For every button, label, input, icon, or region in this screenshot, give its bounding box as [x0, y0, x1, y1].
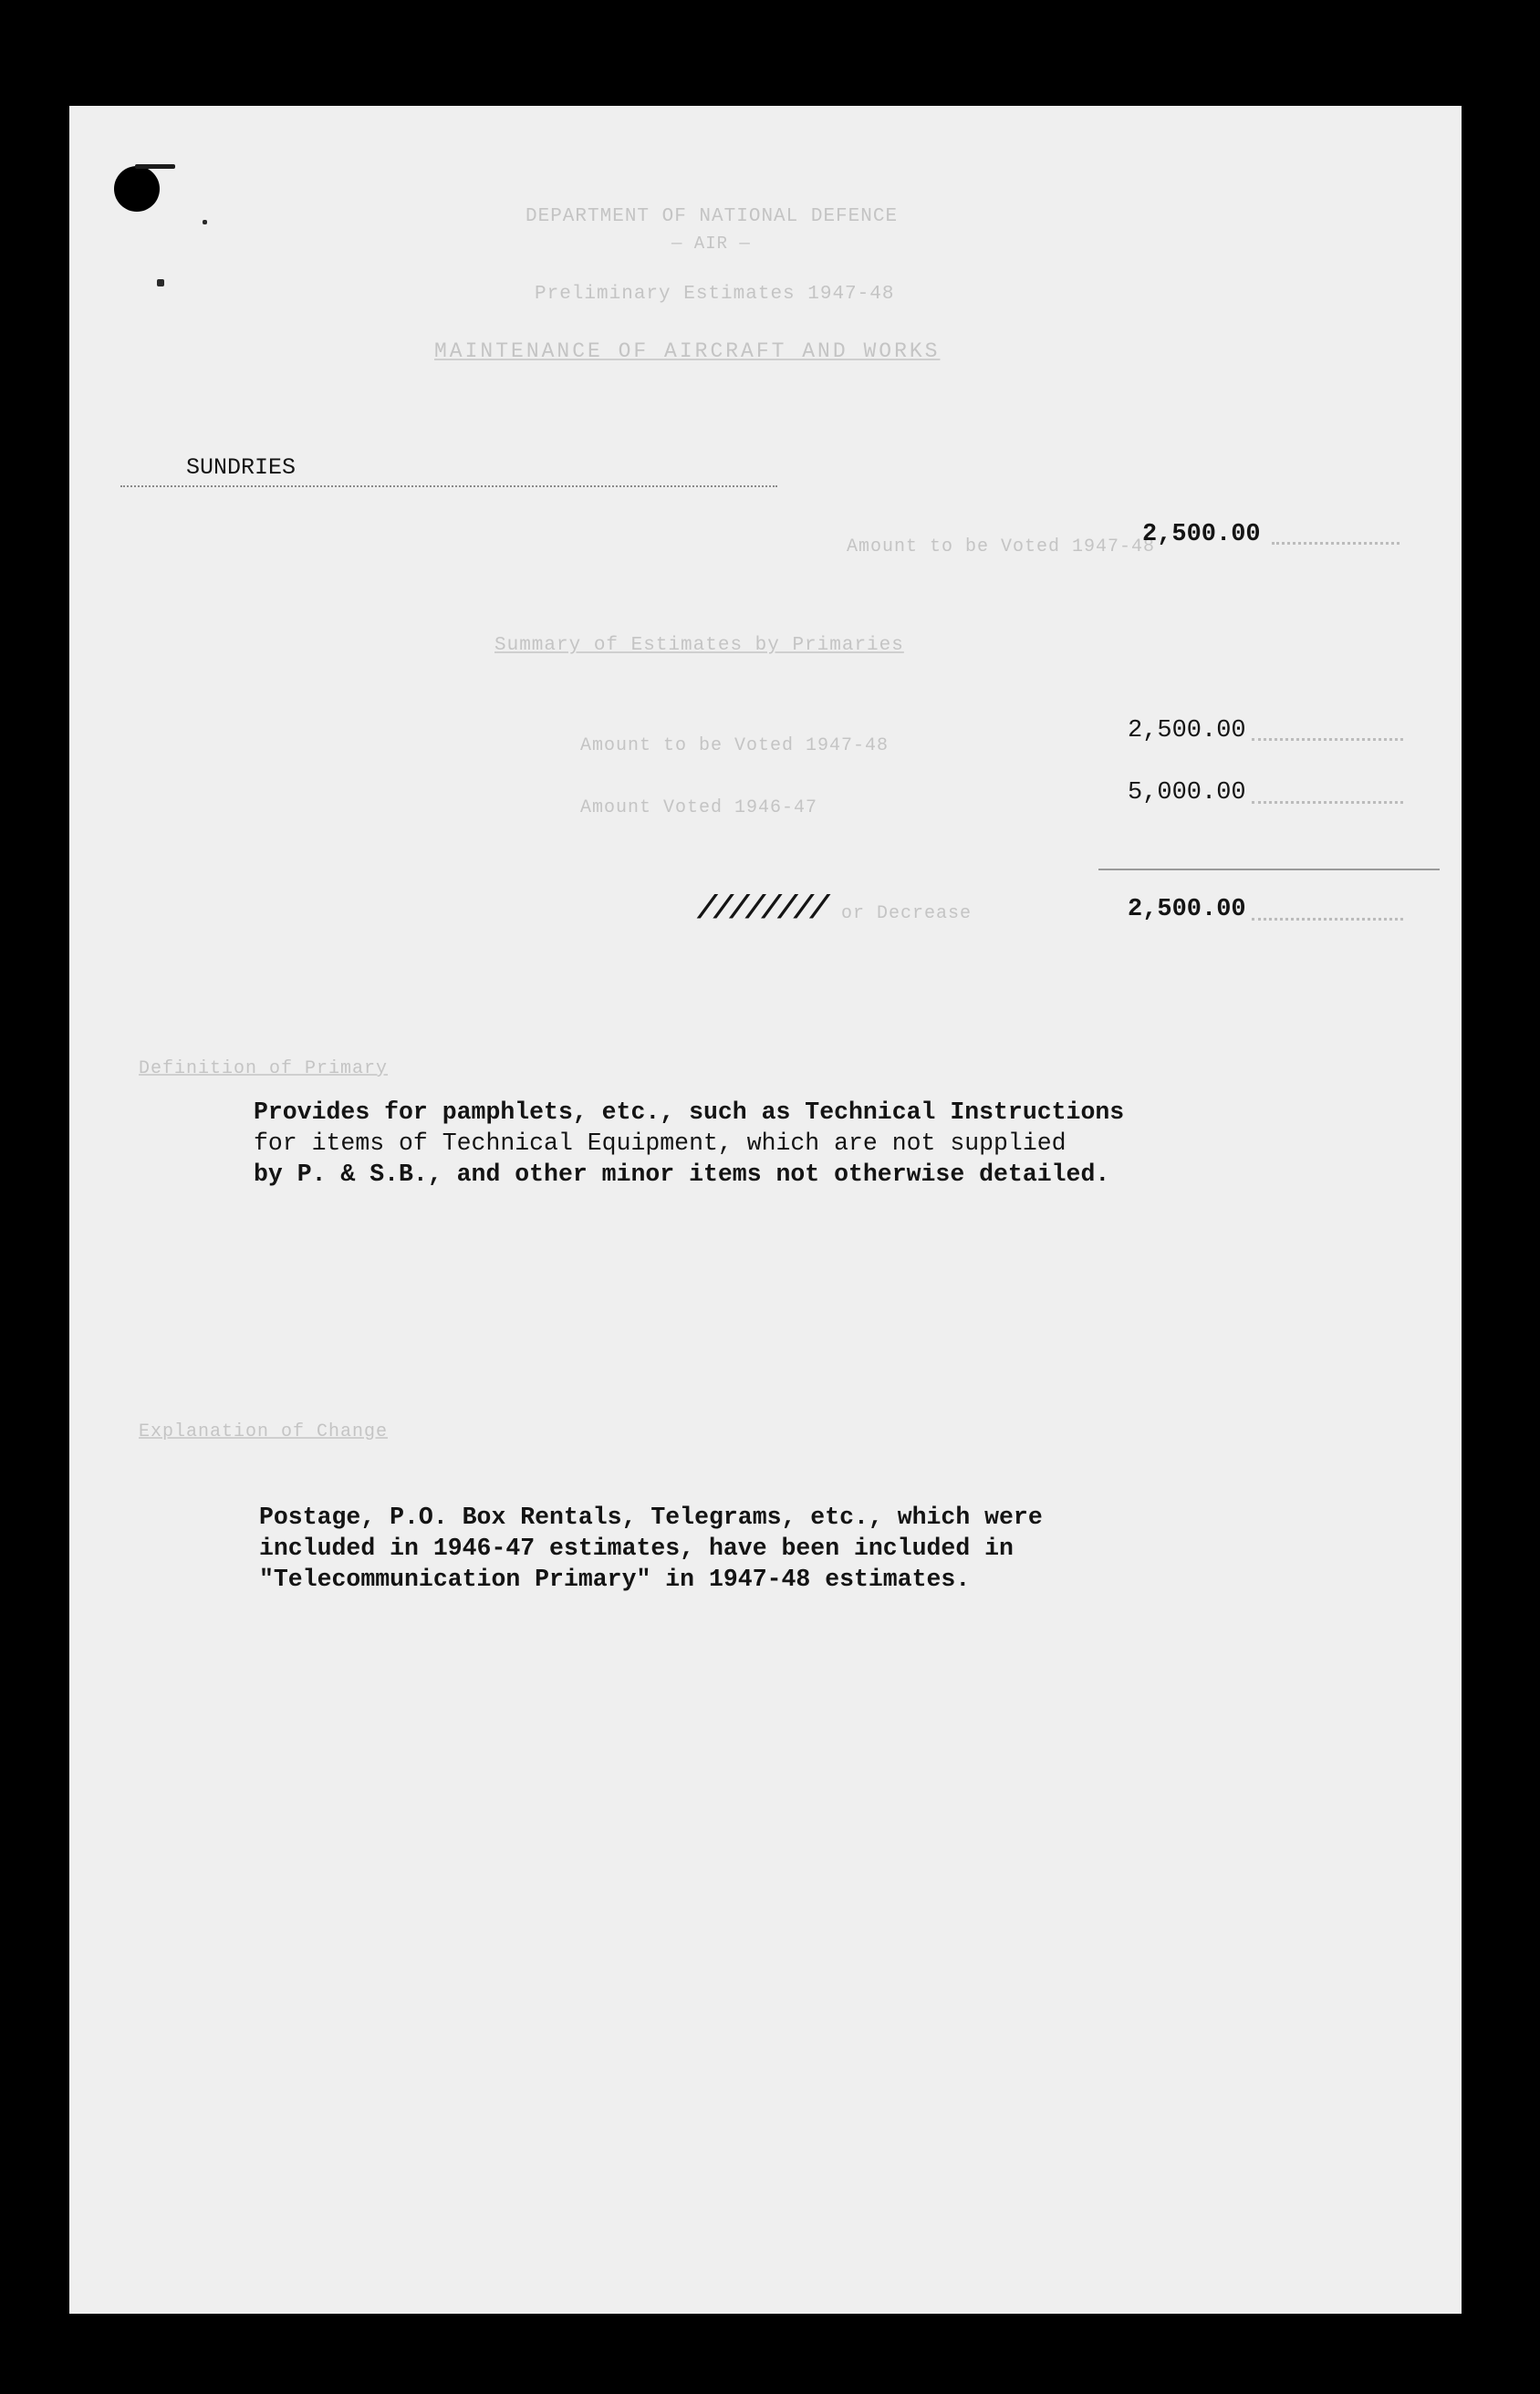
header-line-vote-title: MAINTENANCE OF AIRCRAFT AND WORKS: [434, 339, 941, 363]
amount-to-be-voted-label: Amount to be Voted 1947-48: [847, 536, 1156, 557]
summary-row-1-value: 2,500.00: [1128, 717, 1246, 744]
explanation-heading: Explanation of Change: [139, 1421, 389, 1442]
speck-mark: [157, 279, 164, 286]
summary-row-2-leader: [1252, 801, 1403, 804]
explanation-line-3: "Telecommunication Primary" in 1947-48 estimates.: [259, 1566, 971, 1593]
definition-heading: Definition of Primary: [139, 1058, 389, 1079]
speck-mark: [135, 164, 175, 169]
summary-change-struck: ////////: [697, 890, 826, 928]
summary-row-2-value: 5,000.00: [1128, 779, 1246, 807]
definition-line-1: Provides for pamphlets, etc., such as Technical Instructions: [254, 1098, 1125, 1126]
definition-line-2: for items of Technical Equipment, which are not supplied: [254, 1129, 1067, 1157]
amount-to-be-voted-leader: [1272, 542, 1400, 545]
summary-heading: Summary of Estimates by Primaries: [494, 635, 904, 656]
section-title: SUNDRIES: [186, 454, 297, 481]
summary-row-1-leader: [1252, 738, 1403, 741]
explanation-line-2: included in 1946-47 estimates, have been included in: [259, 1535, 1014, 1562]
punch-hole: [114, 166, 160, 212]
summary-total-rule: [1098, 869, 1440, 870]
header-line-service: — AIR —: [671, 234, 751, 254]
header-line-estimates: Preliminary Estimates 1947-48: [535, 284, 895, 305]
section-title-rule: [120, 485, 777, 487]
speck-mark: [203, 220, 207, 224]
summary-change-value: 2,500.00: [1128, 896, 1246, 923]
summary-row-1-label: Amount to be Voted 1947-48: [580, 735, 890, 756]
summary-change-label: or Decrease: [841, 903, 973, 924]
summary-row-2-label: Amount Voted 1946-47: [580, 797, 818, 818]
explanation-line-1: Postage, P.O. Box Rentals, Telegrams, etc., which were: [259, 1504, 1043, 1531]
amount-to-be-voted-value: 2,500.00: [1142, 521, 1261, 548]
summary-change-leader: [1252, 918, 1403, 921]
document-page: [69, 106, 1462, 2314]
header-line-department: DEPARTMENT OF NATIONAL DEFENCE: [525, 206, 899, 227]
definition-line-3: by P. & S.B., and other minor items not otherwise detailed.: [254, 1161, 1110, 1188]
